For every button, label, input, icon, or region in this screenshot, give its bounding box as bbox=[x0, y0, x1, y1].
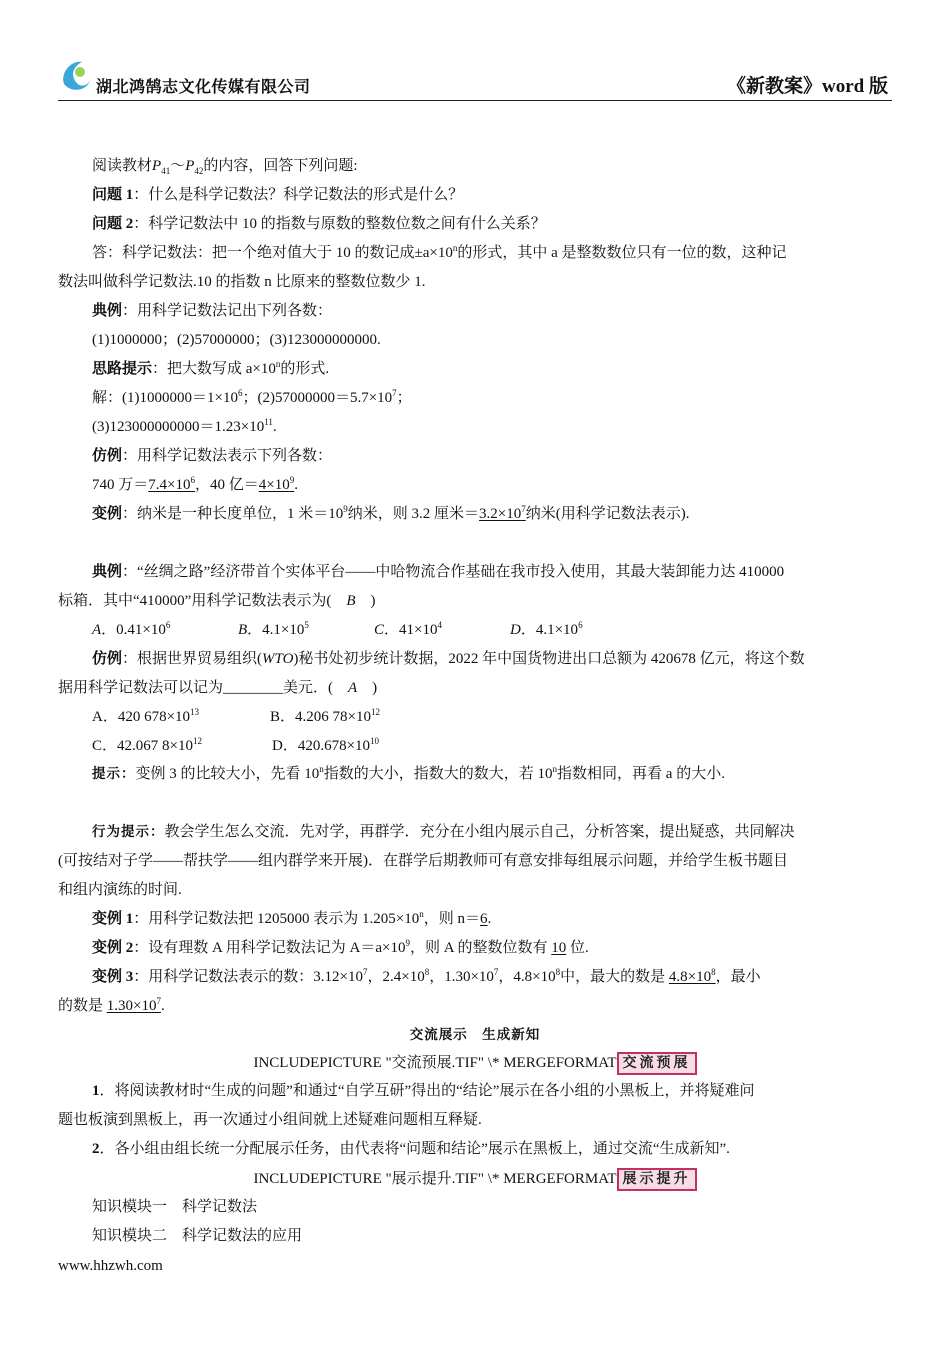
company-name: 湖北鸿鹄志文化传媒有限公司 bbox=[96, 77, 311, 96]
option-a: A．$0.41\times 10^6$ bbox=[92, 620, 171, 638]
question-1: 问题 1：什么是科学记数法？科学记数法的形式是什么？ bbox=[92, 187, 464, 203]
behavior-line-3: 和组内演练的时间. bbox=[58, 882, 182, 898]
option-d: D．$420.678\times 10^{10}$ bbox=[272, 736, 380, 754]
behavior-line-2: (可按结对子学——帮扶学——组内群学来开展)．在群学后期教师可有意安排每组展示问题，并给学生板书题目 bbox=[58, 853, 788, 869]
variant-2: 变例 2：设有理数 A 用科学记数法记为 $A=a\times 10^9$，则 A 的整数位数有 10 位. bbox=[92, 938, 589, 956]
section-title: 交流展示 生成新知 bbox=[409, 1027, 541, 1043]
module-1: 知识模块一 科学记数法 bbox=[92, 1199, 258, 1215]
variant-3-line-2: 的数是 $1.30\times 10^7$. bbox=[58, 996, 165, 1014]
example-2-line-2: 标箱．其中“410000”用科学记数法表示为( B ) bbox=[58, 593, 376, 609]
include-picture-1: INCLUDEPICTURE "交流预展.TIF" \* MERGEFORMAT 交流预展 bbox=[0, 1052, 950, 1075]
example-1-title: 典例：用科学记数法记出下列各数： bbox=[92, 303, 333, 319]
intro-line: 阅读教材$P_{41}\sim P_{42}$的内容，回答下列问题: bbox=[92, 158, 358, 176]
example-2-line-1: 典例：“丝绸之路”经济带首个实体平台——中哈物流合作基础在我市投入使用，其最大装卸能力达 410000 bbox=[92, 564, 785, 580]
example-1-items: (1)1000000；(2)57000000；(3)123000000000. bbox=[92, 332, 381, 348]
imitate-2-line-2: 据用科学记数法可以记为________美元．( A ) bbox=[58, 680, 378, 696]
example-2-options bbox=[92, 620, 583, 640]
example-1-solution-1: 解：$(1)1000000=1\times 10^6$；$(2)57000000=5.7\times 10^7$； bbox=[92, 388, 412, 406]
page-header bbox=[58, 56, 892, 101]
example-1-hint: 思路提示：把大数写成 $a\times 10^n$的形式. bbox=[92, 359, 330, 377]
option-b: B．4.206 $78\times 10^{12}$ bbox=[270, 707, 380, 725]
step-1-line-1: 1．将阅读教材时“生成的问题”和通过“自学互研”得出的“结论”展示在各小组的小黑板上，并将疑难问 bbox=[92, 1083, 755, 1099]
example-1-solution-2: $(3)123000000000=1.23\times 10^{11}$. bbox=[92, 417, 277, 435]
option-d: D．$4.1\times 10^6$ bbox=[510, 620, 583, 638]
variant-3-line-1: 变例 3：用科学记数法表示的数：$3.12\times 10^7$，$2.4\times 10^8$，$1.30\times 10^7$，$4.8\times 10^8$中，最大的数是 $4.8\times 10^8$，最小 bbox=[92, 967, 761, 985]
behavior-line-1: 行为提示：教会学生怎么交流．先对学，再群学．充分在小组内展示自己，分析答案，提出疑惑，共同解决 bbox=[92, 824, 795, 840]
option-a: A．420 $678\times 10^{13}$ bbox=[92, 707, 200, 725]
answer-line-1: 答：科学记数法：把一个绝对值大于 10 的数记成$\pm a\times 10^n$的形式，其中 a 是整数数位只有一位的数，这种记 bbox=[92, 243, 787, 261]
option-b: B．$4.1\times 10^5$ bbox=[238, 620, 309, 638]
imitate-2-line-1: 仿例：根据世界贸易组织(WTO)秘书处初步统计数据，2022 年中国货物进出口总额为 420678 亿元，将这个数 bbox=[92, 651, 805, 667]
answer-line-2: 数法叫做科学记数法.10 的指数 n 比原来的整数位数少 1. bbox=[58, 274, 426, 290]
step-1-line-2: 题也板演到黑板上，再一次通过小组间就上述疑难问题相互释疑. bbox=[58, 1112, 482, 1128]
stamp-exchange-preview: 交流预展 bbox=[617, 1052, 697, 1075]
question-2: 问题 2：科学记数法中 10 的指数与原数的整数位数之间有什么关系？ bbox=[92, 216, 546, 232]
stamp-show-improve: 展示提升 bbox=[617, 1168, 697, 1191]
module-2: 知识模块二 科学记数法的应用 bbox=[92, 1228, 303, 1244]
option-c: C．$41\times 10^4$ bbox=[374, 620, 442, 638]
step-2-line-1: 2．各小组由组长统一分配展示任务，由代表将“问题和结论”展示在黑板上，通过交流“生成新知”. bbox=[92, 1141, 730, 1157]
imitate-2-options-cd bbox=[92, 736, 379, 756]
imitate-1-answers: 740 万$=7.4\times 10^6$，40 亿$=4\times 10^9$. bbox=[92, 475, 298, 493]
footer-url[interactable]: www.hhzwh.com bbox=[58, 1258, 163, 1274]
tip-line: 提示：变例 3 的比较大小，先看 10$^n$指数的大小，指数大的数大，若 10$^n$指数相同，再看 a 的大小. bbox=[92, 764, 725, 782]
variant-1: 变例 1：用科学记数法把 1205000 表示为 $1.205\times 10^n$，则 n＝6. bbox=[92, 909, 492, 927]
brand-title: 《新教案》word 版 bbox=[727, 76, 888, 97]
include-picture-2: INCLUDEPICTURE "展示提升.TIF" \* MERGEFORMAT 展示提升 bbox=[0, 1168, 950, 1191]
imitate-2-options-ab bbox=[92, 707, 380, 727]
imitate-1-title: 仿例：用科学记数法表示下列各数： bbox=[92, 448, 333, 464]
variant-0: 变例：纳米是一种长度单位，1 米$=10^9$纳米，则 3.2 厘米$=3.2\times 10^7$纳米(用科学记数法表示). bbox=[92, 504, 690, 522]
option-c: C．42.067 $8\times 10^{12}$ bbox=[92, 736, 202, 754]
company-logo-icon bbox=[58, 58, 94, 94]
